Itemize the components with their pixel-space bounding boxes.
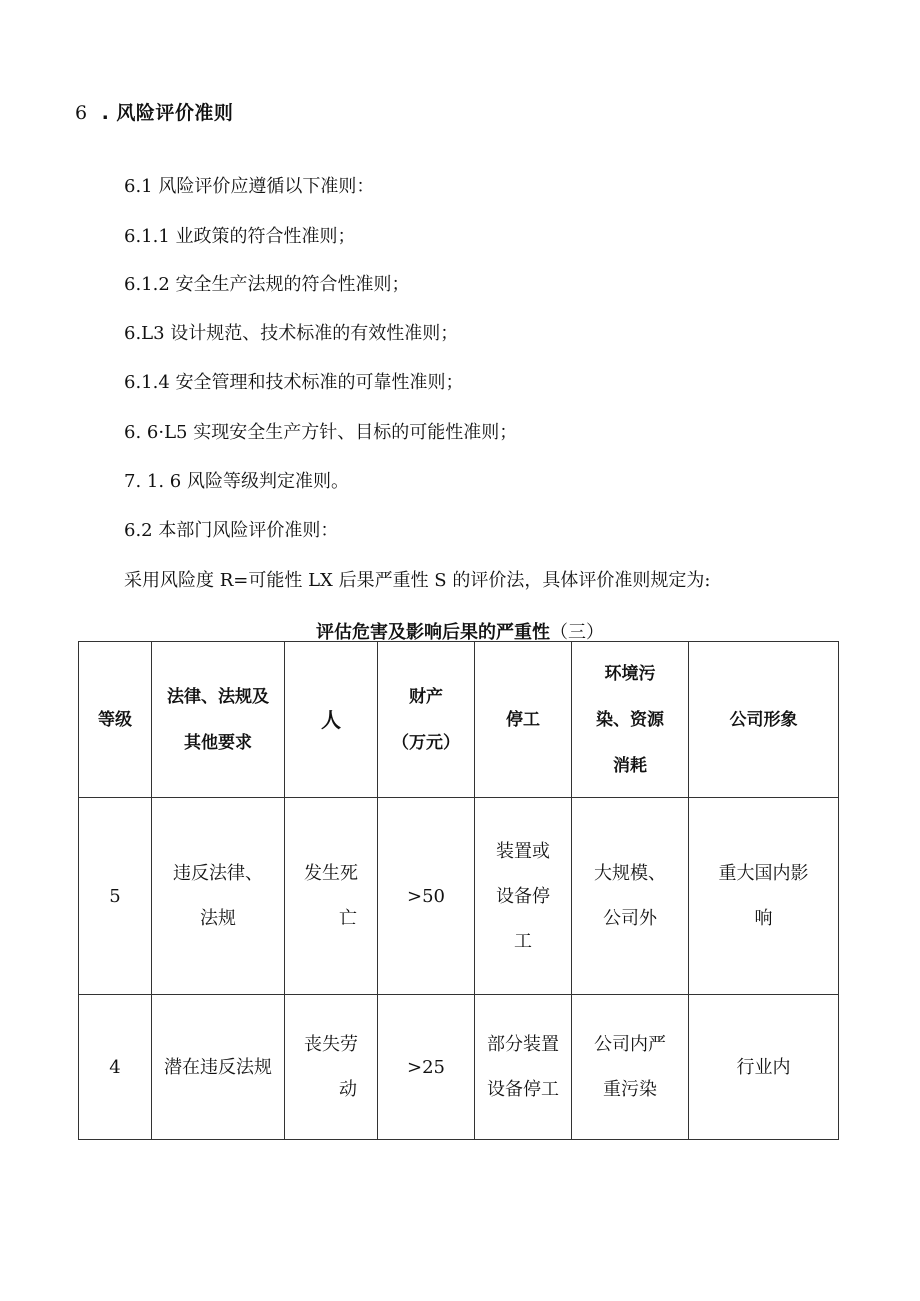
section-heading xyxy=(75,98,233,125)
header-law-line2: 其他要求 xyxy=(184,732,252,753)
cell-person-line2: 动 xyxy=(339,1079,357,1100)
cell-env-line2: 公司外 xyxy=(603,908,657,929)
severity-table xyxy=(78,641,839,1140)
cell-stoppage-line1: 装置或 xyxy=(496,840,550,862)
cell-stoppage-line2: 设备停工 xyxy=(487,1079,559,1100)
header-company-image: 公司形象 xyxy=(689,642,839,798)
section-title: . 风险评价准则 xyxy=(101,102,234,124)
cell-property: >50 xyxy=(378,798,475,995)
paragraph-6-1-4: 6.1.4 安全管理和技术标准的可靠性准则； xyxy=(124,372,464,393)
cell-stoppage xyxy=(475,995,572,1140)
cell-law: 潜在违反法规 xyxy=(152,995,285,1140)
paragraph-6-1-1: 6.1.1 业政策的符合性准则； xyxy=(124,226,356,247)
cell-env-line2: 重污染 xyxy=(603,1079,657,1100)
table-title-text: 评估危害及影响后果的严重性 xyxy=(316,622,550,643)
cell-stoppage-line2: 设备停 xyxy=(496,885,550,907)
header-property-line1: 财产 xyxy=(409,686,443,707)
cell-level: 4 xyxy=(79,995,152,1140)
header-level: 等级 xyxy=(79,642,152,798)
cell-image-line1: 重大国内影 xyxy=(718,863,809,884)
header-law-line1: 法律、法规及 xyxy=(167,686,269,707)
cell-stoppage xyxy=(475,798,572,995)
paragraph-6-1-3: 6.L3 设计规范、技术标准的有效性准则； xyxy=(124,323,459,344)
cell-environment xyxy=(572,995,689,1140)
cell-level: 5 xyxy=(79,798,152,995)
cell-person-line1: 丧失劳 xyxy=(304,1034,358,1055)
header-law xyxy=(152,642,285,798)
cell-stoppage-line3: 工 xyxy=(514,930,532,952)
cell-env-line1: 大规模、 xyxy=(594,863,666,884)
paragraph-6-1-2: 6.1.2 安全生产法规的符合性准则； xyxy=(124,274,410,295)
header-env-line3: 消耗 xyxy=(613,755,647,776)
cell-law-line2: 法规 xyxy=(200,908,236,929)
cell-person-line1: 发生死 xyxy=(304,863,358,884)
cell-company-image xyxy=(689,798,839,995)
header-property xyxy=(378,642,475,798)
cell-env-line1: 公司内严 xyxy=(594,1034,666,1055)
cell-image-line2: 响 xyxy=(754,908,773,929)
section-number: 6 xyxy=(75,102,88,124)
paragraph-7-1-6: 7. 1. 6 风险等级判定准则。 xyxy=(124,471,349,492)
header-property-line2: （万元） xyxy=(392,732,460,753)
table-header-row xyxy=(79,642,839,798)
header-env-line2: 染、资源 xyxy=(596,709,664,730)
cell-person-line2: 亡 xyxy=(339,908,357,929)
cell-law-line1: 违反法律、 xyxy=(173,863,263,884)
table-row xyxy=(79,995,839,1140)
header-stoppage: 停工 xyxy=(475,642,572,798)
cell-law xyxy=(152,798,285,995)
cell-person xyxy=(285,995,378,1140)
cell-company-image: 行业内 xyxy=(689,995,839,1140)
cell-stoppage-line1: 部分装置 xyxy=(487,1034,559,1055)
table-title-suffix: （三） xyxy=(550,622,604,643)
header-env-line1: 环境污 xyxy=(604,663,656,684)
paragraph-6-2: 6.2 本部门风险评价准则： xyxy=(124,520,339,541)
table-row xyxy=(79,798,839,995)
paragraph-6-1: 6.1 风险评价应遵循以下准则： xyxy=(124,176,375,197)
cell-person xyxy=(285,798,378,995)
paragraph-6-1-5: 6. 6·L5 实现安全生产方针、目标的可能性准则； xyxy=(124,422,518,443)
cell-property: >25 xyxy=(378,995,475,1140)
paragraph-method: 采用风险度 R=可能性 LX 后果严重性 S 的评价法，具体评价准则规定为: xyxy=(124,570,711,591)
header-person: 人 xyxy=(285,642,378,798)
header-environment xyxy=(572,642,689,798)
cell-environment xyxy=(572,798,689,995)
